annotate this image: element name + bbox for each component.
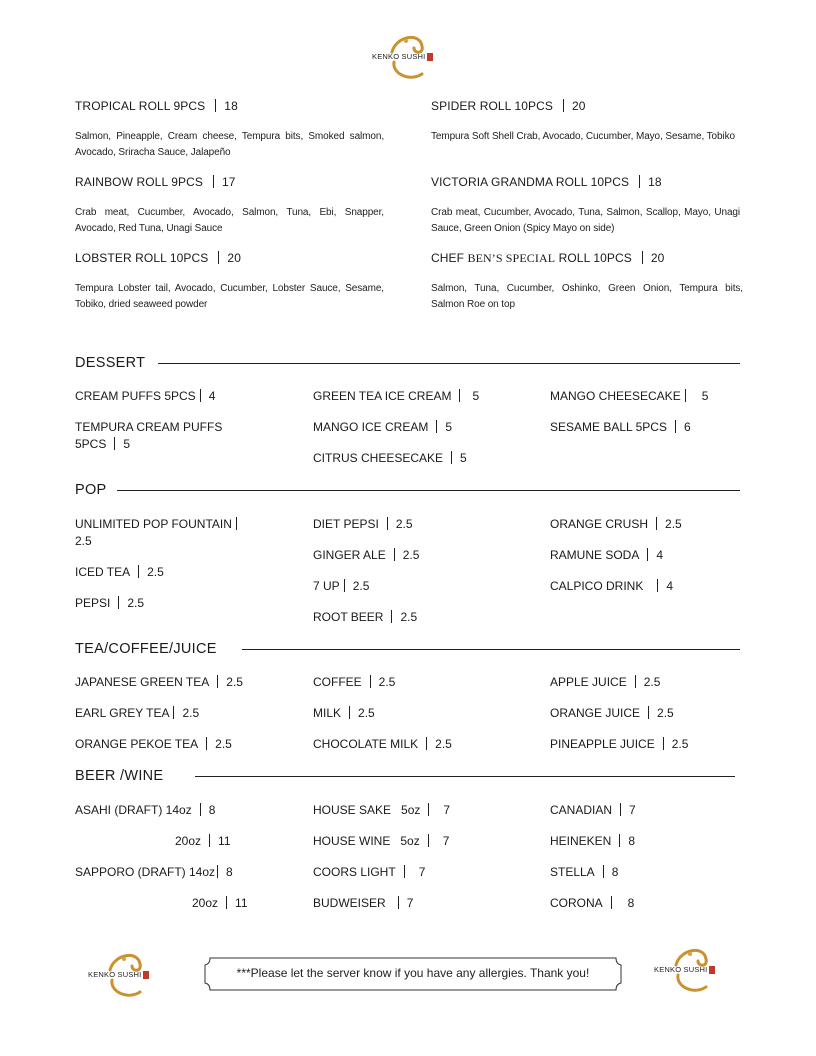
seal-icon	[427, 53, 433, 61]
menu-item: MILK 2.5	[313, 706, 375, 720]
roll-description: Tempura Lobster tail, Avocado, Cucumber, Lobster Sauce, Sesame, Tobiko, dried seaweed powder	[75, 283, 384, 310]
menu-item: CALPICO DRINK 4	[550, 579, 674, 593]
menu-item: ORANGE CRUSH 2.5	[550, 517, 682, 531]
menu-item: ORANGE PEKOE TEA 2.5	[75, 737, 232, 751]
logo-text: KENKO SUSHI	[372, 52, 426, 61]
section-title-beer-wine: BEER /WINE	[75, 768, 164, 784]
menu-item: HEINEKEN 8	[550, 834, 636, 848]
menu-item: ROOT BEER 2.5	[313, 610, 418, 624]
menu-item: APPLE JUICE 2.5	[550, 675, 661, 689]
menu-item: JAPANESE GREEN TEA 2.5	[75, 675, 243, 689]
menu-item: RAMUNE SODA 4	[550, 548, 664, 562]
menu-item: GREEN TEA ICE CREAM 5	[313, 389, 480, 403]
menu-item: UNLIMITED POP FOUNTAIN 2.5	[75, 516, 260, 550]
logo-bottom-left	[88, 950, 168, 1000]
menu-item: CHOCOLATE MILK 2.5	[313, 737, 452, 751]
menu-item: COFFEE 2.5	[313, 675, 396, 689]
menu-item: BUDWEISER 7	[313, 896, 414, 910]
menu-item: SESAME BALL 5PCS 6	[550, 420, 691, 434]
allergy-notice	[204, 957, 622, 991]
menu-item: ORANGE JUICE 2.5	[550, 706, 674, 720]
menu-item: STELLA 8	[550, 865, 619, 879]
section-divider	[242, 649, 740, 650]
menu-item: DIET PEPSI 2.5	[313, 517, 413, 531]
menu-item: 20oz 11	[175, 834, 231, 848]
menu-item: CORONA 8	[550, 896, 635, 910]
roll-title: LOBSTER ROLL 10PCS 20	[75, 251, 241, 265]
logo-text: KENKO SUSHI	[88, 970, 142, 979]
menu-item: HOUSE SAKE 5oz 7	[313, 803, 451, 817]
menu-item: PEPSI 2.5	[75, 596, 145, 610]
menu-item: GINGER ALE 2.5	[313, 548, 420, 562]
logo-bottom-right	[654, 945, 734, 995]
menu-item: ICED TEA 2.5	[75, 565, 164, 579]
menu-item: TEMPURA CREAM PUFFS 5PCS 5	[75, 420, 223, 451]
section-divider	[158, 363, 740, 364]
section-divider	[195, 776, 735, 777]
roll-title: VICTORIA GRANDMA ROLL 10PCS 18	[431, 175, 662, 189]
roll-description: Crab meat, Cucumber, Avocado, Salmon, Tuna, Ebi, Snapper, Avocado, Red Tuna, Unagi Sauce	[75, 207, 384, 234]
allergy-notice-text: ***Please let the server know if you have any allergies. Thank you!	[236, 966, 590, 980]
roll-description: Salmon, Pineapple, Cream cheese, Tempura bits, Smoked salmon, Avocado, Sriracha Sauce, Jalapeño	[75, 131, 384, 158]
roll-title: TROPICAL ROLL 9PCS 18	[75, 99, 238, 113]
menu-item: CITRUS CHEESECAKE 5	[313, 451, 467, 465]
menu-item: 20oz 11	[192, 896, 248, 910]
roll-description: Salmon, Tuna, Cucumber, Oshinko, Green Onion, Tempura bits, Salmon Roe on top	[431, 283, 743, 310]
menu-item: HOUSE WINE 5oz 7	[313, 834, 450, 848]
menu-item: EARL GREY TEA 2.5	[75, 706, 200, 720]
menu-item: CREAM PUFFS 5PCS 4	[75, 389, 216, 403]
menu-item: 7 UP 2.5	[313, 579, 370, 593]
menu-item: ASAHI (DRAFT) 14oz 8	[75, 803, 216, 817]
section-divider	[117, 490, 740, 491]
menu-item: CANADIAN 7	[550, 803, 636, 817]
roll-title: RAINBOW ROLL 9PCS 17	[75, 175, 236, 189]
menu-item: PINEAPPLE JUICE 2.5	[550, 737, 689, 751]
roll-description: Tempura Soft Shell Crab, Avocado, Cucumber, Mayo, Sesame, Tobiko	[431, 131, 735, 142]
logo-text: KENKO SUSHI	[654, 965, 708, 974]
section-title-pop: POP	[75, 482, 107, 498]
roll-title: CHEF BEN’S SPECIAL ROLL 10PCS 20	[431, 251, 665, 265]
logo-top	[370, 32, 450, 82]
menu-item: MANGO CHEESECAKE 5	[550, 389, 709, 403]
menu-item: SAPPORO (DRAFT) 14oz 8	[75, 865, 233, 879]
section-title-tea-coffee-juice: TEA/COFFEE/JUICE	[75, 641, 217, 657]
menu-item: COORS LIGHT 7	[313, 865, 426, 879]
menu-item: MANGO ICE CREAM 5	[313, 420, 453, 434]
section-title-dessert: DESSERT	[75, 355, 146, 371]
seal-icon	[709, 966, 715, 974]
roll-title: SPIDER ROLL 10PCS 20	[431, 99, 586, 113]
roll-description: Crab meat, Cucumber, Avocado, Tuna, Salmon, Scallop, Mayo, Unagi Sauce, Green Onion (Spicy Mayo on side)	[431, 207, 740, 234]
seal-icon	[143, 971, 149, 979]
